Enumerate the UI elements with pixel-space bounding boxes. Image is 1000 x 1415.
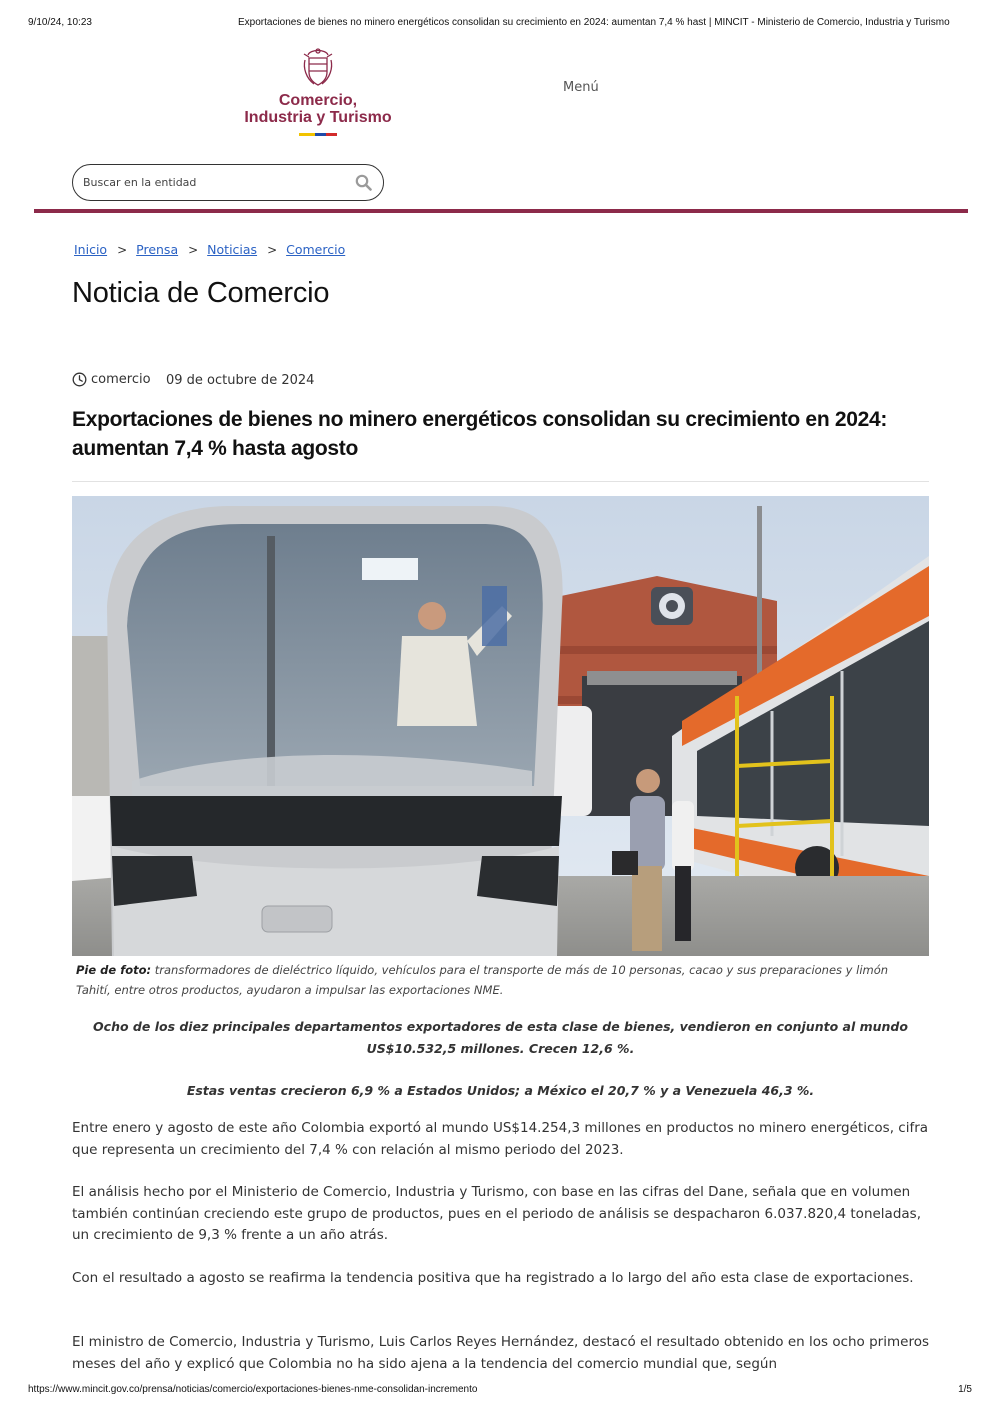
breadcrumb-link-noticias[interactable]: Noticias: [207, 242, 258, 257]
print-page-number: 1/5: [958, 1384, 972, 1395]
coat-of-arms-icon: [300, 46, 336, 88]
chevron-right-icon: >: [188, 243, 199, 257]
breadcrumb: [74, 242, 345, 258]
print-datetime: 9/10/24, 10:23: [28, 17, 92, 28]
article-paragraph: El análisis hecho por el Ministerio de Comercio, Industria y Turismo, con base en las cifras del Dane, señala que en volumen también continúan creciendo este grupo de productos, pues en el periodo de análisis se despacharon 6.037.820,4 toneladas, un crecimiento de 9,3 % frente a un año atrás.: [72, 1184, 921, 1243]
menu-button[interactable]: Menú: [563, 80, 599, 95]
search-icon[interactable]: [355, 174, 372, 191]
search-input[interactable]: [83, 171, 343, 194]
breadcrumb-link-prensa[interactable]: Prensa: [136, 242, 179, 257]
article-photo: [72, 496, 929, 956]
article-paragraph: Con el resultado a agosto se reafirma la tendencia positiva que ha registrado a lo largo del año esta clase de exportaciones.: [72, 1270, 914, 1286]
caption-text: transformadores de dieléctrico líquido, vehículos para el transporte de más de 10 personas, cacao y sus preparaciones y limón Tahití, entre otros productos, ayudaron a impulsar las exportaciones NME.: [76, 963, 889, 997]
headline-divider: [72, 481, 929, 482]
flag-stripe: [299, 133, 337, 136]
article-headline: Exportaciones de bienes no minero energéticos consolidan su crecimiento en 2024: aumentan 7,4 % hasta agosto: [72, 408, 888, 460]
logo-line-2: Industria y Turismo: [244, 109, 392, 126]
caption-label: Pie de foto:: [76, 963, 152, 977]
chevron-right-icon: >: [267, 243, 278, 257]
photo-caption: [76, 960, 926, 1000]
logo-line-1: Comercio,: [278, 92, 358, 109]
article-paragraph: El ministro de Comercio, Industria y Turismo, Luis Carlos Reyes Hernández, destacó el resultado obtenido en los ocho primeros meses del año y explicó que Colombia no ha sido ajena a la tendencia del comercio mundial que, según: [72, 1334, 929, 1372]
print-document-title: Exportaciones de bienes no minero energéticos consolidan su crecimiento en 2024: aumentan 7,4 % hast | MINCIT - Ministerio de Comercio, Industria y Turismo: [238, 17, 950, 28]
clock-icon: [72, 372, 87, 387]
lead-highlight-2: Estas ventas crecieron 6,9 % a Estados Unidos; a México el 20,7 % y a Venezuela 46,3 %.: [186, 1083, 815, 1098]
article-category: comercio: [91, 372, 151, 387]
header-divider: [34, 209, 968, 213]
print-footer: [28, 1384, 972, 1398]
breadcrumb-link-inicio[interactable]: Inicio: [74, 242, 108, 257]
page-title: Noticia de Comercio: [72, 277, 330, 309]
print-header: [28, 17, 972, 31]
search-box: [72, 164, 384, 201]
article-date: 09 de octubre de 2024: [166, 373, 315, 388]
article-paragraph: Entre enero y agosto de este año Colombia exportó al mundo US$14.254,3 millones en productos no minero energéticos, cifra que representa un crecimiento del 7,4 % con relación al mismo periodo del 2023.: [72, 1120, 929, 1158]
lead-highlight-1: Ocho de los diez principales departamentos exportadores de esta clase de bienes, vendieron en conjunto al mundo US$10.532,5 millones. Crecen 12,6 %.: [93, 1019, 908, 1056]
bus-factory-image: [72, 496, 929, 956]
ministry-logo[interactable]: [236, 46, 400, 142]
breadcrumb-link-comercio[interactable]: Comercio: [286, 242, 346, 257]
print-url: https://www.mincit.gov.co/prensa/noticias/comercio/exportaciones-bienes-nme-consolidan-incremento: [28, 1384, 478, 1395]
chevron-right-icon: >: [117, 243, 128, 257]
